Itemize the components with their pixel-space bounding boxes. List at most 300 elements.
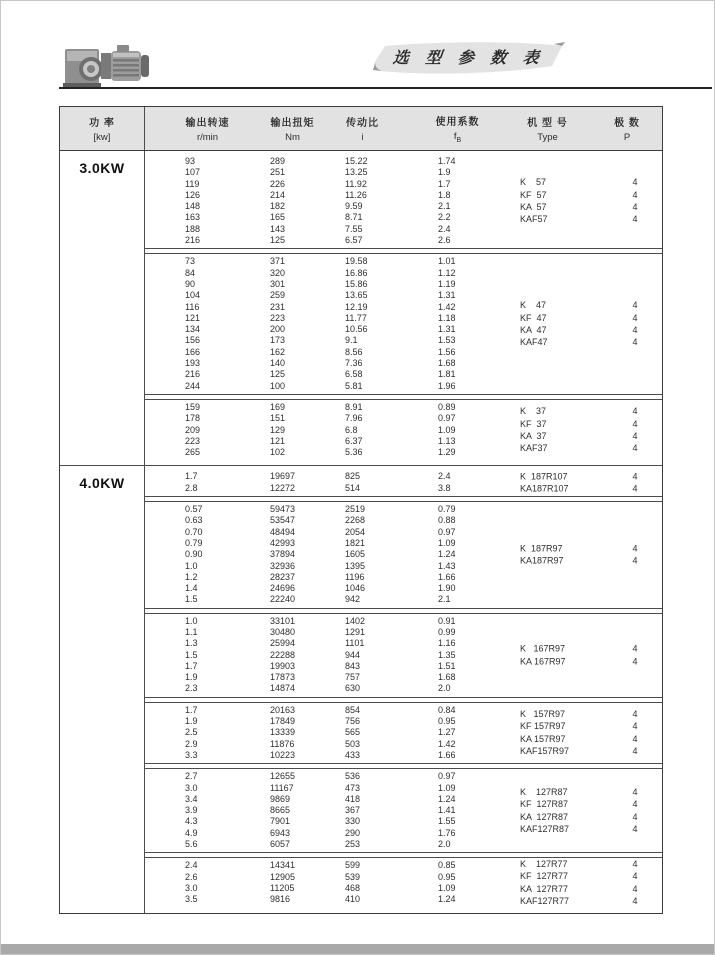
ratio-value: 6.37 bbox=[345, 435, 363, 446]
ratio-value: 1101 bbox=[345, 638, 365, 649]
table-row bbox=[145, 156, 662, 167]
torque-value: 140 bbox=[270, 358, 286, 369]
type-line bbox=[520, 201, 662, 213]
header-poles-label: 极 数 bbox=[614, 118, 640, 129]
service-factor-value: 1.35 bbox=[438, 649, 456, 660]
table-body bbox=[60, 151, 662, 913]
power-cell bbox=[60, 151, 145, 465]
speed-value: 5.6 bbox=[185, 839, 198, 850]
ratio-value: 6.58 bbox=[345, 369, 363, 380]
ratio-value: 13.65 bbox=[345, 290, 368, 301]
power-label: 4.0KW bbox=[79, 475, 125, 492]
model-type: KA 47 bbox=[520, 325, 547, 336]
speed-value: 159 bbox=[185, 401, 201, 412]
torque-value: 24696 bbox=[270, 583, 296, 594]
ratio-value: 7.36 bbox=[345, 358, 363, 369]
ratio-value: 2519 bbox=[345, 504, 366, 515]
torque-value: 12905 bbox=[270, 871, 296, 882]
service-factor-value: 1.51 bbox=[438, 660, 456, 671]
service-factor-value: 1.90 bbox=[438, 583, 456, 594]
pole-count: 4 bbox=[632, 721, 638, 732]
selection-parameter-table bbox=[59, 106, 663, 914]
torque-value: 20163 bbox=[270, 704, 296, 715]
torque-value: 6057 bbox=[270, 839, 291, 850]
torque-value: 102 bbox=[270, 447, 286, 458]
model-type: KA 127R87 bbox=[520, 811, 569, 822]
service-factor-value: 0.97 bbox=[438, 771, 456, 782]
ratio-value: 539 bbox=[345, 871, 361, 882]
data-block bbox=[145, 399, 662, 460]
model-type: KAF57 bbox=[520, 214, 548, 225]
ratio-value: 473 bbox=[345, 782, 361, 793]
ratio-value: 1821 bbox=[345, 537, 366, 548]
speed-value: 3.9 bbox=[185, 805, 198, 816]
model-type: KF 37 bbox=[520, 418, 547, 429]
pole-count: 4 bbox=[632, 543, 638, 554]
speed-value: 0.90 bbox=[185, 549, 203, 560]
torque-value: 13339 bbox=[270, 727, 296, 738]
header-ratio-label: 传动比 bbox=[346, 118, 379, 129]
model-type: KF 127R77 bbox=[520, 871, 569, 882]
torque-value: 12272 bbox=[270, 482, 296, 493]
service-factor-value: 1.8 bbox=[438, 189, 451, 200]
speed-value: 116 bbox=[185, 301, 200, 312]
service-factor-value: 0.88 bbox=[438, 515, 456, 526]
torque-value: 42993 bbox=[270, 537, 296, 548]
torque-value: 200 bbox=[270, 324, 286, 335]
pole-count: 4 bbox=[632, 734, 638, 744]
torque-value: 301 bbox=[270, 278, 286, 289]
data-block bbox=[145, 501, 662, 609]
speed-value: 104 bbox=[185, 290, 201, 301]
table-row bbox=[145, 627, 662, 638]
type-line bbox=[520, 798, 662, 810]
service-factor-value: 2.1 bbox=[438, 201, 451, 212]
model-type: KAF157R97 bbox=[520, 746, 570, 757]
service-factor-value: 1.81 bbox=[438, 369, 456, 380]
model-type: KA187R107 bbox=[520, 483, 569, 494]
model-type-stack bbox=[520, 299, 662, 349]
speed-value: 134 bbox=[185, 324, 201, 335]
model-type: KAF127R87 bbox=[520, 824, 570, 835]
torque-value: 125 bbox=[270, 235, 286, 246]
torque-value: 10223 bbox=[270, 749, 296, 760]
pole-count: 4 bbox=[632, 312, 638, 323]
pole-count: 4 bbox=[632, 483, 638, 494]
pole-count: 4 bbox=[632, 177, 638, 188]
ratio-value: 1605 bbox=[345, 549, 366, 560]
torque-value: 37894 bbox=[270, 549, 296, 560]
speed-value: 3.5 bbox=[185, 894, 198, 905]
ratio-value: 8.56 bbox=[345, 346, 363, 357]
ratio-value: 433 bbox=[345, 749, 361, 760]
ratio-value: 5.36 bbox=[345, 447, 363, 458]
speed-value: 223 bbox=[185, 435, 201, 446]
torque-value: 14341 bbox=[270, 860, 296, 871]
service-factor-value: 1.27 bbox=[438, 727, 456, 738]
speed-value: 1.9 bbox=[185, 672, 198, 683]
ratio-value: 757 bbox=[345, 672, 361, 683]
type-line bbox=[520, 189, 662, 201]
type-line bbox=[520, 708, 662, 720]
speed-value: 166 bbox=[185, 346, 201, 357]
type-line bbox=[520, 312, 662, 324]
ratio-value: 11.26 bbox=[345, 189, 367, 200]
model-type: KA 127R77 bbox=[520, 883, 569, 894]
model-type: K 127R87 bbox=[520, 786, 568, 797]
speed-value: 178 bbox=[185, 413, 201, 424]
type-line bbox=[520, 443, 662, 455]
ratio-value: 15.22 bbox=[345, 156, 368, 166]
ratio-value: 565 bbox=[345, 727, 361, 738]
service-factor-value: 2.0 bbox=[438, 839, 451, 850]
service-factor-value: 1.24 bbox=[438, 894, 456, 905]
data-block bbox=[145, 857, 662, 907]
service-factor-value: 1.53 bbox=[438, 335, 456, 346]
speed-value: 3.4 bbox=[185, 793, 198, 804]
ratio-value: 5.81 bbox=[345, 380, 363, 391]
table-row bbox=[145, 771, 662, 782]
speed-value: 216 bbox=[185, 235, 201, 246]
model-type: KAF127R77 bbox=[520, 896, 570, 907]
table-row bbox=[145, 672, 662, 683]
type-line bbox=[520, 733, 662, 745]
torque-value: 125 bbox=[270, 369, 286, 380]
torque-value: 8665 bbox=[270, 805, 291, 816]
header-poles bbox=[590, 107, 664, 150]
ratio-value: 12.19 bbox=[345, 301, 368, 312]
ratio-value: 418 bbox=[345, 793, 361, 804]
table-row bbox=[145, 369, 662, 380]
ratio-value: 843 bbox=[345, 660, 361, 671]
ratio-value: 10.56 bbox=[345, 324, 368, 335]
table-section bbox=[60, 151, 662, 465]
service-factor-value: 2.0 bbox=[438, 683, 451, 694]
service-factor-value: 2.1 bbox=[438, 594, 451, 605]
ratio-value: 330 bbox=[345, 816, 361, 827]
speed-value: 2.9 bbox=[185, 738, 198, 749]
model-type-stack bbox=[520, 405, 662, 455]
speed-value: 163 bbox=[185, 212, 201, 223]
pole-count: 4 bbox=[632, 337, 638, 348]
table-row bbox=[145, 256, 662, 267]
data-area bbox=[145, 466, 662, 912]
pole-count: 4 bbox=[632, 824, 638, 835]
torque-value: 100 bbox=[270, 380, 286, 391]
ratio-value: 7.55 bbox=[345, 223, 363, 234]
data-block bbox=[145, 702, 662, 764]
data-block bbox=[145, 768, 662, 853]
data-block bbox=[145, 613, 662, 698]
service-factor-value: 2.4 bbox=[438, 471, 451, 482]
service-factor-value: 1.18 bbox=[438, 312, 456, 323]
page-footer-bar bbox=[1, 944, 714, 954]
model-type-stack bbox=[520, 643, 662, 668]
pole-count: 4 bbox=[632, 871, 638, 882]
pole-count: 4 bbox=[632, 189, 638, 200]
type-line bbox=[520, 418, 662, 430]
ratio-value: 1395 bbox=[345, 560, 366, 571]
pole-count: 4 bbox=[632, 811, 638, 822]
torque-value: 48494 bbox=[270, 526, 296, 537]
ratio-value: 6.57 bbox=[345, 235, 363, 246]
model-type: K 187R97 bbox=[520, 543, 563, 554]
header-output-speed-unit: r/min bbox=[196, 132, 219, 143]
page-title: 选 型 参 数 表 bbox=[391, 50, 546, 67]
model-type-stack bbox=[520, 708, 662, 758]
pole-count: 4 bbox=[632, 214, 638, 225]
speed-value: 0.57 bbox=[185, 504, 203, 515]
speed-value: 1.0 bbox=[185, 615, 198, 626]
speed-value: 193 bbox=[185, 358, 201, 369]
service-factor-value: 3.8 bbox=[438, 482, 451, 493]
service-factor-value: 2.4 bbox=[438, 223, 451, 234]
speed-value: 90 bbox=[185, 278, 196, 289]
pole-count: 4 bbox=[632, 202, 638, 213]
header-model-type-label: 机 型 号 bbox=[527, 118, 568, 129]
service-factor-value: 1.13 bbox=[438, 435, 456, 446]
service-factor-value: 1.41 bbox=[438, 805, 456, 816]
model-type: K 157R97 bbox=[520, 709, 566, 720]
torque-value: 165 bbox=[270, 212, 286, 223]
ratio-value: 503 bbox=[345, 738, 361, 749]
speed-value: 0.79 bbox=[185, 537, 203, 548]
type-line bbox=[520, 430, 662, 442]
service-factor-value: 1.7 bbox=[438, 178, 451, 189]
service-factor-value: 0.95 bbox=[438, 871, 456, 882]
speed-value: 1.3 bbox=[185, 638, 198, 649]
torque-value: 182 bbox=[270, 201, 286, 212]
model-type: K 37 bbox=[520, 406, 547, 417]
speed-value: 4.3 bbox=[185, 816, 198, 827]
speed-value: 148 bbox=[185, 201, 201, 212]
power-cell bbox=[60, 466, 145, 912]
ratio-value: 514 bbox=[345, 482, 361, 493]
service-factor-value: 1.68 bbox=[438, 358, 456, 369]
header-output-torque-unit: Nm bbox=[285, 132, 300, 143]
type-line bbox=[520, 176, 662, 188]
power-label: 3.0KW bbox=[79, 160, 125, 176]
torque-value: 19697 bbox=[270, 471, 296, 482]
header-power bbox=[60, 107, 145, 150]
table-row bbox=[145, 279, 662, 290]
service-factor-value: 1.43 bbox=[438, 560, 456, 571]
model-type-stack bbox=[520, 176, 662, 226]
ratio-value: 756 bbox=[345, 716, 361, 727]
ratio-value: 944 bbox=[345, 649, 361, 660]
pole-count: 4 bbox=[632, 799, 638, 810]
pole-count: 4 bbox=[632, 709, 638, 720]
torque-value: 289 bbox=[270, 156, 286, 166]
speed-value: 1.5 bbox=[185, 649, 198, 660]
service-factor-value: 1.01 bbox=[438, 256, 456, 267]
torque-value: 11167 bbox=[270, 782, 294, 793]
speed-value: 126 bbox=[185, 189, 201, 200]
ratio-value: 13.25 bbox=[345, 167, 368, 178]
header-ratio-unit: i bbox=[361, 132, 364, 143]
ratio-value: 854 bbox=[345, 704, 361, 715]
torque-value: 259 bbox=[270, 290, 286, 301]
type-line bbox=[520, 643, 662, 655]
gearmotor-photo-art bbox=[61, 37, 153, 93]
type-line bbox=[520, 858, 662, 870]
service-factor-value: 1.24 bbox=[438, 549, 456, 560]
pole-count: 4 bbox=[632, 300, 638, 311]
ratio-value: 825 bbox=[345, 471, 361, 482]
ratio-value: 1402 bbox=[345, 615, 366, 626]
service-factor-subscript: B bbox=[456, 136, 462, 144]
torque-value: 28237 bbox=[270, 571, 296, 582]
type-line bbox=[520, 337, 662, 349]
torque-value: 59473 bbox=[270, 504, 296, 515]
header-output-torque-label: 输出扭矩 bbox=[270, 118, 315, 129]
table-row bbox=[145, 527, 662, 538]
torque-value: 214 bbox=[270, 189, 286, 200]
header-power-unit: [kw] bbox=[93, 132, 111, 143]
ratio-value: 599 bbox=[345, 860, 361, 871]
header-service-factor bbox=[410, 107, 505, 150]
pole-count: 4 bbox=[632, 443, 638, 454]
torque-value: 11876 bbox=[270, 738, 295, 749]
torque-value: 33101 bbox=[270, 615, 296, 626]
ratio-value: 2268 bbox=[345, 515, 366, 526]
model-type: KA 57 bbox=[520, 202, 547, 213]
torque-value: 17873 bbox=[270, 672, 296, 683]
table-row bbox=[145, 572, 662, 583]
pole-count: 4 bbox=[632, 883, 638, 894]
type-line bbox=[520, 721, 662, 733]
torque-value: 169 bbox=[270, 401, 286, 412]
speed-value: 2.6 bbox=[185, 871, 198, 882]
torque-value: 371 bbox=[270, 256, 286, 267]
type-line bbox=[520, 405, 662, 417]
service-factor-value: 2.2 bbox=[438, 212, 451, 223]
type-line bbox=[520, 299, 662, 311]
torque-value: 9869 bbox=[270, 793, 291, 804]
type-line bbox=[520, 823, 662, 835]
ratio-value: 630 bbox=[345, 683, 361, 694]
ratio-value: 19.58 bbox=[345, 256, 368, 267]
torque-value: 11205 bbox=[270, 882, 295, 893]
model-type-stack bbox=[520, 858, 662, 908]
ratio-value: 11.92 bbox=[345, 178, 367, 189]
header-output-speed-label: 输出转速 bbox=[185, 118, 230, 129]
pole-count: 4 bbox=[632, 896, 638, 907]
header-ratio bbox=[315, 107, 410, 150]
model-type: KA 157R97 bbox=[520, 734, 566, 744]
pole-count: 4 bbox=[632, 471, 638, 482]
type-line bbox=[520, 811, 662, 823]
pole-count: 4 bbox=[632, 431, 638, 442]
ratio-value: 8.71 bbox=[345, 212, 363, 223]
service-factor-value: 1.55 bbox=[438, 816, 456, 827]
speed-value: 73 bbox=[185, 256, 196, 267]
model-type: KA 37 bbox=[520, 431, 547, 442]
torque-value: 25994 bbox=[270, 638, 296, 649]
type-line bbox=[520, 655, 662, 667]
service-factor-value: 1.42 bbox=[438, 301, 456, 312]
type-line bbox=[520, 542, 662, 554]
speed-value: 2.3 bbox=[185, 683, 198, 694]
torque-value: 121 bbox=[270, 435, 286, 446]
ratio-value: 1196 bbox=[345, 571, 365, 582]
service-factor-value: 1.31 bbox=[438, 290, 456, 301]
speed-value: 1.2 bbox=[185, 571, 198, 582]
speed-value: 2.8 bbox=[185, 482, 198, 493]
speed-value: 121 bbox=[185, 312, 201, 323]
header-poles-unit: P bbox=[623, 132, 631, 143]
service-factor-value: 1.74 bbox=[438, 156, 456, 166]
speed-value: 4.9 bbox=[185, 827, 198, 838]
torque-value: 30480 bbox=[270, 626, 296, 637]
pole-count: 4 bbox=[632, 325, 638, 336]
service-factor-value: 0.99 bbox=[438, 626, 456, 637]
header-model-type-unit: Type bbox=[537, 132, 558, 143]
speed-value: 93 bbox=[185, 156, 196, 166]
service-factor-value: 0.84 bbox=[438, 704, 456, 715]
speed-value: 119 bbox=[185, 178, 200, 189]
ratio-value: 2054 bbox=[345, 526, 366, 537]
service-factor-value: 1.96 bbox=[438, 380, 456, 391]
pole-count: 4 bbox=[632, 786, 638, 797]
speed-value: 1.5 bbox=[185, 594, 198, 605]
service-factor-value: 1.09 bbox=[438, 882, 456, 893]
service-factor-value: 0.91 bbox=[438, 615, 456, 626]
model-type: KF 157R97 bbox=[520, 721, 566, 732]
torque-value: 9816 bbox=[270, 894, 291, 905]
ratio-value: 468 bbox=[345, 882, 361, 893]
speed-value: 0.63 bbox=[185, 515, 203, 526]
type-line bbox=[520, 470, 662, 482]
service-factor-value: 1.12 bbox=[438, 267, 456, 278]
table-row bbox=[145, 616, 662, 627]
speed-value: 265 bbox=[185, 447, 201, 458]
torque-value: 6943 bbox=[270, 827, 291, 838]
model-type: K 127R77 bbox=[520, 859, 568, 870]
model-type: K 47 bbox=[520, 300, 547, 311]
ratio-value: 367 bbox=[345, 805, 361, 816]
service-factor-value: 1.66 bbox=[438, 749, 456, 760]
service-factor-value: 1.9 bbox=[438, 167, 451, 178]
torque-value: 19903 bbox=[270, 660, 296, 671]
table-row bbox=[145, 839, 662, 850]
service-factor-symbol: f bbox=[453, 131, 457, 143]
speed-value: 107 bbox=[185, 167, 201, 178]
speed-value: 216 bbox=[185, 369, 201, 380]
table-section bbox=[60, 465, 662, 912]
header-output-torque bbox=[270, 107, 315, 150]
service-factor-value: 1.24 bbox=[438, 793, 456, 804]
pole-count: 4 bbox=[632, 656, 638, 667]
service-factor-value: 1.56 bbox=[438, 346, 456, 357]
torque-value: 173 bbox=[270, 335, 286, 346]
type-line bbox=[520, 483, 662, 495]
service-factor-value: 1.29 bbox=[438, 447, 456, 458]
torque-value: 251 bbox=[270, 167, 286, 178]
header-power-label: 功 率 bbox=[89, 118, 115, 129]
pole-count: 4 bbox=[632, 746, 638, 757]
service-factor-value: 1.68 bbox=[438, 672, 456, 683]
header-rule bbox=[59, 87, 712, 89]
model-type-stack bbox=[520, 786, 662, 836]
service-factor-value: 1.19 bbox=[438, 278, 456, 289]
ratio-value: 290 bbox=[345, 827, 361, 838]
pole-count: 4 bbox=[632, 555, 638, 566]
ratio-value: 16.86 bbox=[345, 267, 368, 278]
table-row bbox=[145, 358, 662, 369]
speed-value: 2.4 bbox=[185, 860, 198, 871]
title-banner bbox=[373, 41, 565, 75]
